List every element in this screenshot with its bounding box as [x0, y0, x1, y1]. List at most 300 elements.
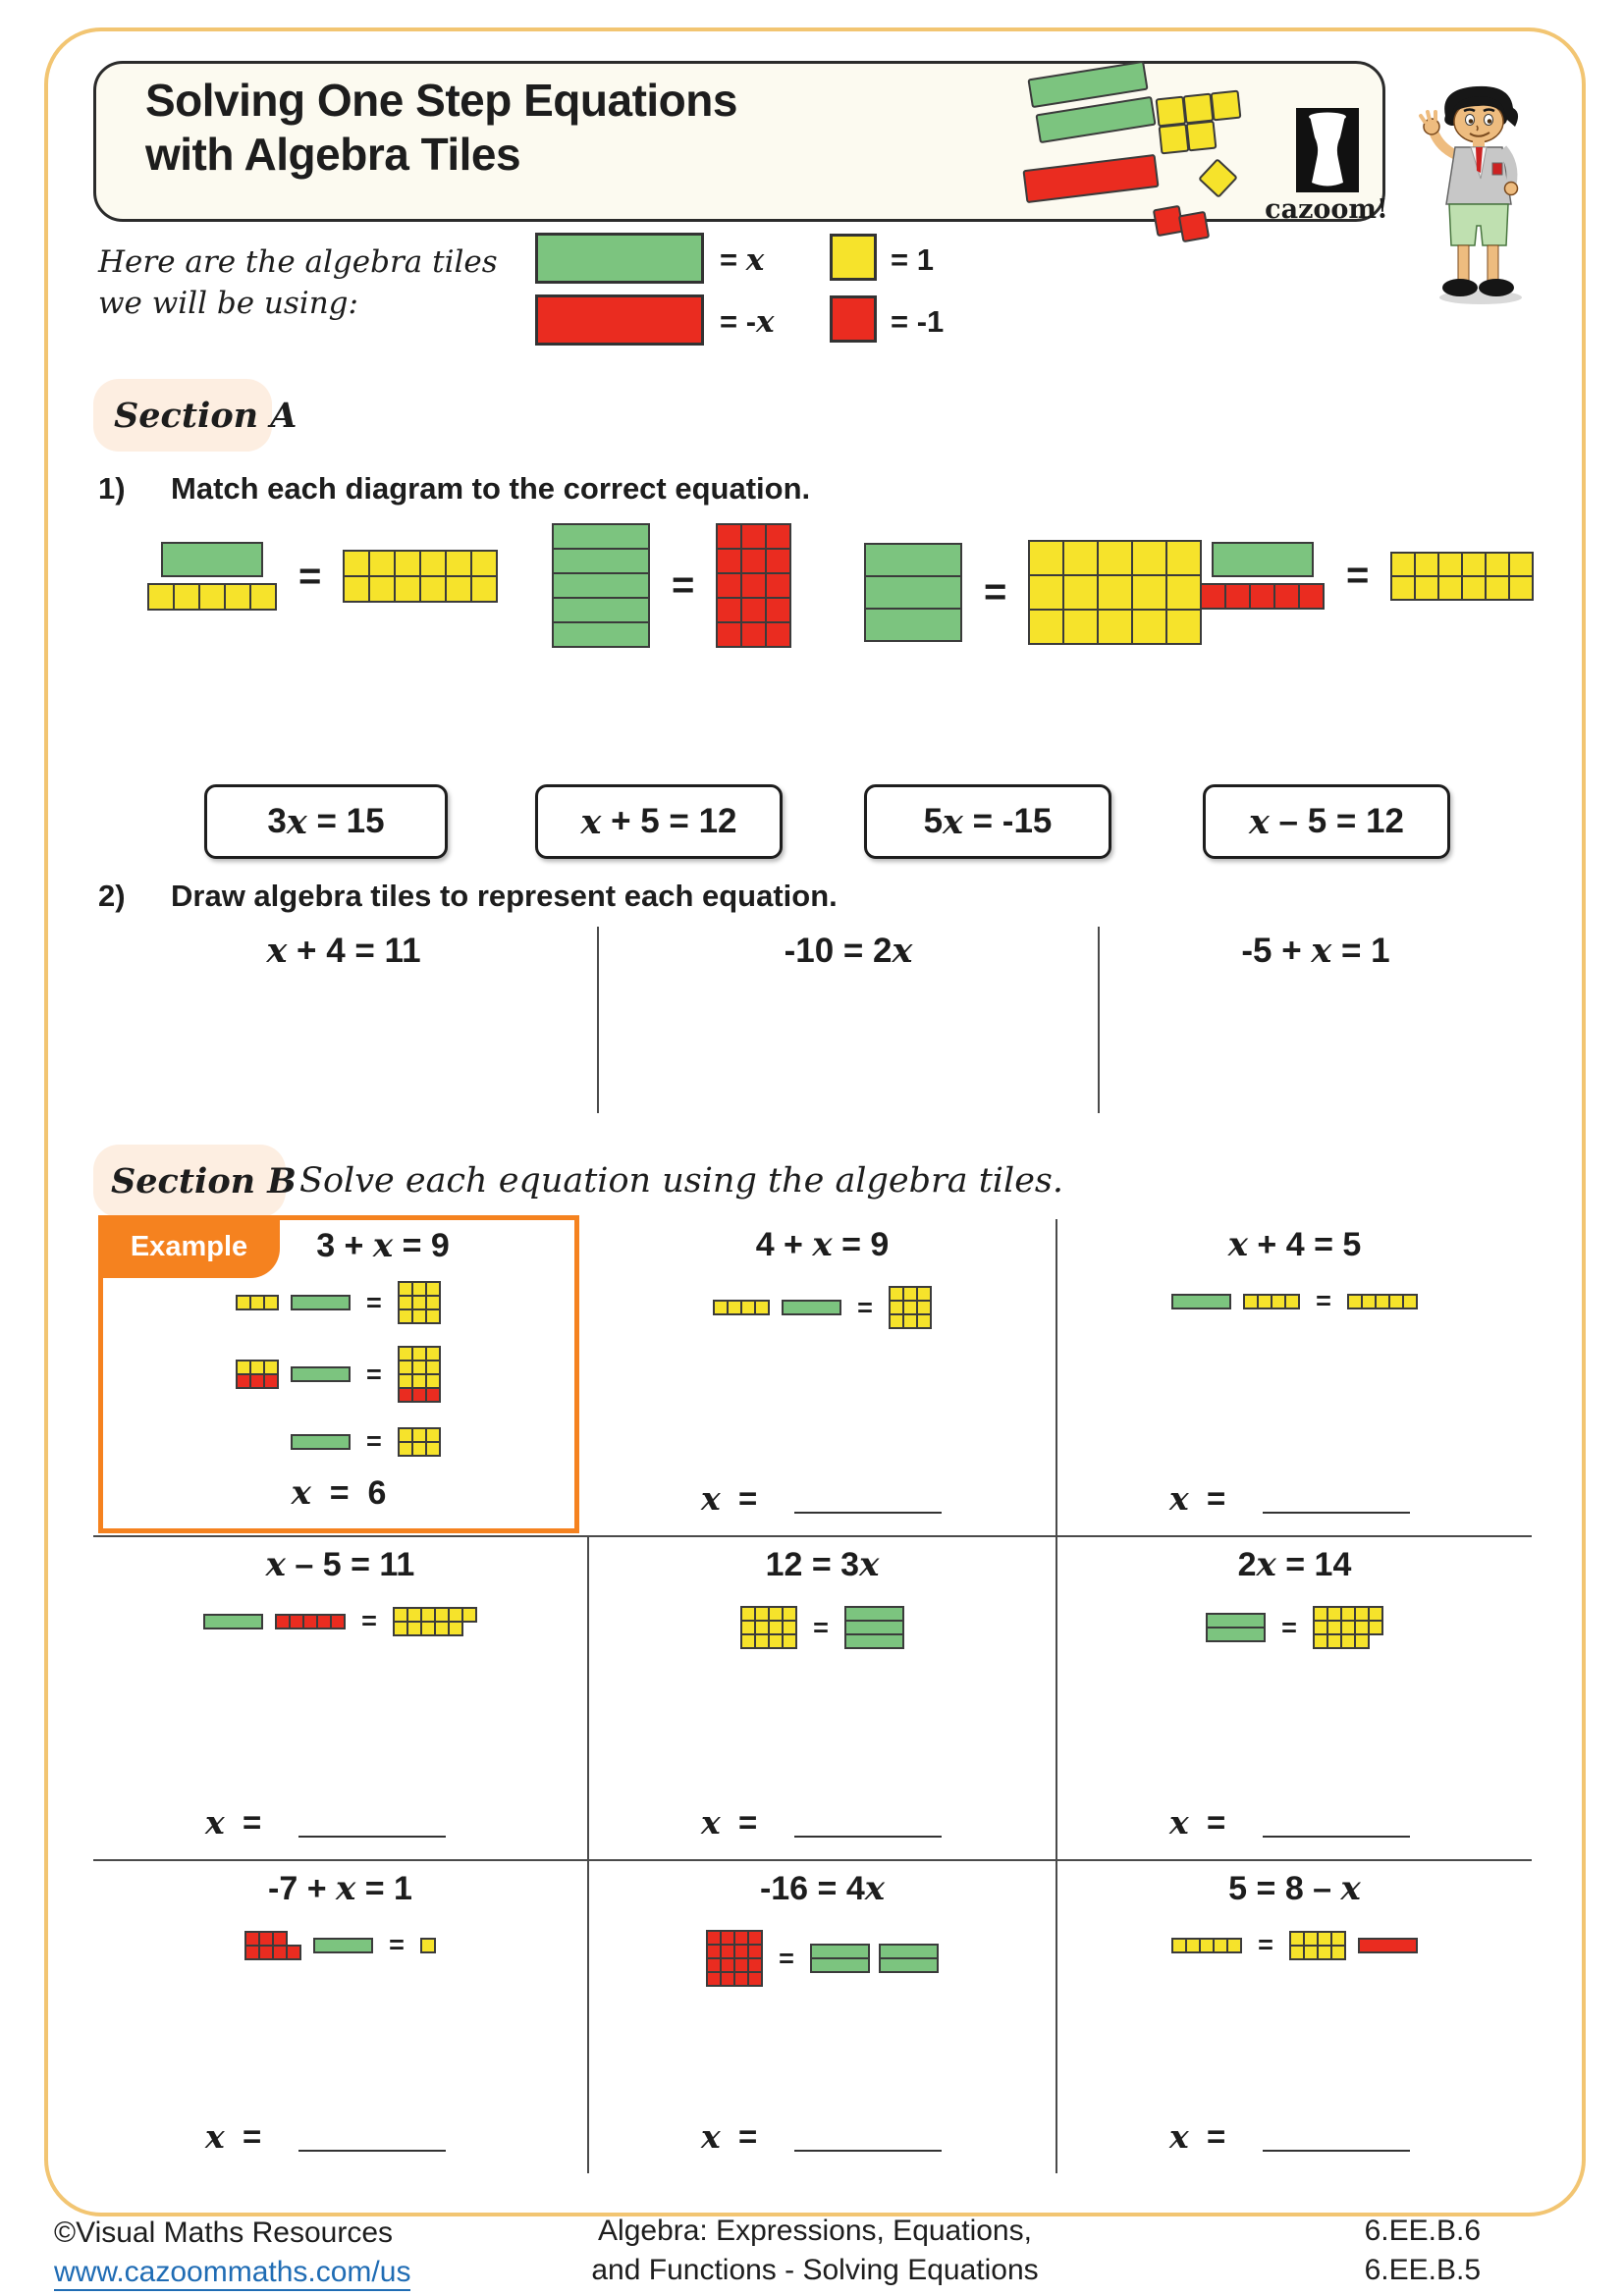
algebra-tile-unit-y: [1131, 574, 1167, 611]
algebra-tile-unit-y: [1508, 552, 1534, 577]
algebra-tile-unit-y: [419, 575, 447, 603]
math-variable-x: x: [1340, 1869, 1361, 1908]
answer-label: x =: [1169, 1479, 1226, 1518]
algebra-tile-bar-g: [161, 542, 263, 577]
answer-blank-line: [298, 1836, 446, 1838]
algebra-tile-unit-r: [765, 523, 791, 550]
math-variable-x: x: [265, 1545, 286, 1584]
algebra-tile-unit-r: [740, 572, 767, 599]
math-variable-x: x: [1256, 1545, 1276, 1584]
match-diagram-3: [864, 540, 1202, 645]
algebra-tile-unit-y: [445, 550, 472, 577]
mascot-boy-illustration: [1412, 80, 1549, 311]
equals-sign: =: [1346, 554, 1370, 597]
answer-row: [701, 1479, 942, 1518]
algebra-tile-unit-y: [1508, 575, 1534, 601]
algebra-tile-unit-y: [1390, 575, 1416, 601]
math-variable-x: x: [864, 1869, 886, 1908]
algebra-tile-bar-g: [291, 1295, 351, 1310]
grid-row-divider: [93, 1859, 1532, 1861]
math-variable-x: x: [1311, 931, 1332, 971]
math-variable-x: x: [756, 304, 775, 340]
math-variable-x: x: [291, 1473, 311, 1513]
tile-equation-side: [713, 1300, 841, 1315]
example-step-2: [221, 1346, 441, 1403]
algebra-tile-grid: [244, 1931, 301, 1960]
tile-diagram: [1059, 1606, 1530, 1649]
answer-label: x =: [1169, 2117, 1226, 2156]
problem-cell: [1059, 1219, 1530, 1531]
footer-copyright: ©Visual Maths Resources: [54, 2216, 394, 2249]
algebra-tile-unit-y: [425, 1308, 441, 1324]
equals-sign: =: [361, 1606, 377, 1635]
math-variable-x: x: [1169, 1479, 1189, 1518]
math-variable-x: x: [266, 931, 288, 971]
equals-sign: =: [1316, 1286, 1331, 1315]
equals-sign: =: [366, 1426, 382, 1456]
answer-row: [1169, 1479, 1410, 1518]
algebra-tile-grid: [1243, 1294, 1300, 1309]
match-diagram-4: [1200, 542, 1534, 610]
answer-blank-line: [298, 2150, 446, 2152]
grid-column-divider: [1056, 1219, 1057, 2173]
algebra-tile-unit-y: [394, 550, 421, 577]
tile-diagram: [591, 1286, 1054, 1329]
tile-equation-side: [1206, 1613, 1266, 1642]
tile-equation-side: [844, 1606, 904, 1649]
answer-row: [1169, 2117, 1410, 2156]
math-variable-x: x: [372, 1226, 394, 1265]
algebra-tile-bar-g: [203, 1614, 263, 1629]
tile-equation-side: [810, 1944, 939, 1973]
deco-yellow-square-icon: [1186, 121, 1218, 152]
answer-blank-line: [794, 1512, 942, 1514]
algebra-tile-unit-y: [224, 583, 251, 611]
tile-equation-side: [398, 1346, 441, 1403]
algebra-tile-unit-y: [419, 550, 447, 577]
algebra-tile-unit-y: [343, 575, 370, 603]
math-variable-x: x: [943, 801, 963, 842]
tile-equation-side: [716, 523, 791, 648]
algebra-tile-unit-r: [286, 1945, 301, 1960]
algebra-tile-unit-y: [1165, 574, 1202, 611]
algebra-tile-unit-y: [368, 550, 396, 577]
algebra-tile-unit-y: [1028, 574, 1064, 611]
algebra-tile-unit-r: [263, 1373, 279, 1389]
algebra-tile-grid: [393, 1607, 477, 1636]
tile-equation-side: [706, 1930, 763, 1987]
algebra-tile-unit-y: [1330, 1945, 1346, 1960]
algebra-tile-unit-y: [1165, 540, 1202, 576]
cazoom-logo-text: cazoom!: [1265, 194, 1388, 225]
legend-intro-line-1: Here are the algebra tiles: [98, 244, 498, 280]
question-1-prompt: Match each diagram to the correct equation.: [171, 471, 811, 506]
example-answer: x = 6: [291, 1473, 387, 1513]
problem-equation: 2x = 14: [1237, 1545, 1352, 1584]
algebra-tile-grid: [147, 583, 277, 611]
algebra-tile-grid: [1028, 540, 1202, 645]
algebra-tile-grid: [1347, 1294, 1418, 1309]
algebra-tile-unit-y: [1131, 540, 1167, 576]
algebra-tile-bar-g: [1206, 1627, 1266, 1642]
algebra-tile-unit-y: [1414, 575, 1439, 601]
draw-equation-1: x + 4 = 11: [266, 931, 421, 971]
equals-sign: =: [366, 1359, 382, 1389]
math-variable-x: x: [1227, 1225, 1248, 1264]
algebra-tile-unit-r: [425, 1387, 441, 1403]
tile-equation-side: [221, 1360, 351, 1389]
algebra-tile-grid: [236, 1295, 279, 1310]
algebra-tile-unit-y: [1390, 552, 1416, 577]
legend-red-square-tile: [830, 295, 877, 343]
cazoom-drum-icon: [1296, 108, 1359, 192]
deco-yellow-square-icon: [1183, 93, 1215, 125]
footer-standard-2: 6.EE.B.5: [1364, 2254, 1481, 2286]
algebra-tile-unit-r: [716, 548, 742, 574]
algebra-tile-grid: [740, 1606, 797, 1649]
algebra-tile-bar-g: [313, 1938, 373, 1953]
equals-sign: =: [813, 1612, 829, 1642]
answer-blank-line: [794, 1836, 942, 1838]
math-variable-x: x: [701, 1803, 721, 1842]
equals-sign: =: [298, 554, 322, 598]
algebra-tile-unit-r: [740, 597, 767, 623]
tile-diagram: [1059, 1286, 1530, 1316]
example-step-1: [221, 1281, 441, 1324]
tile-equation-side: [740, 1606, 797, 1649]
algebra-tile-unit-r: [716, 523, 742, 550]
algebra-tile-unit-y: [754, 1300, 770, 1315]
algebra-tile-bar-g: [864, 608, 962, 642]
answer-row: [701, 2117, 942, 2156]
algebra-tile-unit-y: [263, 1295, 279, 1310]
answer-label: x =: [701, 2117, 758, 2156]
tile-equation-side: [343, 550, 498, 603]
draw-equation-2: -10 = 2x: [784, 931, 913, 971]
math-variable-x: x: [205, 1803, 225, 1842]
deco-red-bar-icon: [1022, 154, 1159, 203]
algebra-tile-unit-r: [1224, 583, 1251, 610]
algebra-tile-bar-g: [552, 621, 650, 648]
algebra-tile-unit-r: [716, 621, 742, 648]
algebra-tile-grid: [1390, 552, 1534, 601]
equation-card: 5 x = -15: [864, 784, 1111, 859]
algebra-tile-unit-y: [1062, 574, 1099, 611]
algebra-tile-bar-r: [1358, 1938, 1418, 1953]
algebra-tile-bar-stack: [810, 1944, 939, 1973]
deco-red-square-icon: [1178, 211, 1210, 242]
tile-equation-side: [1028, 540, 1202, 645]
question-2-prompt: Draw algebra tiles to represent each equation.: [171, 879, 838, 913]
algebra-tile-bar-stack: [844, 1606, 904, 1649]
tile-equation-side: [221, 1295, 351, 1310]
problem-cell: [591, 1539, 1054, 1855]
algebra-tile-unit-y: [448, 1621, 463, 1636]
problem-equation: -7 + x = 1: [268, 1869, 412, 1908]
algebra-tile-unit-y: [420, 1938, 436, 1953]
algebra-tile-unit-y: [1284, 1294, 1300, 1309]
algebra-tile-unit-r: [765, 621, 791, 648]
draw-equation-3: -5 + x = 1: [1241, 931, 1390, 971]
equals-sign: =: [984, 570, 1007, 614]
algebra-tile-unit-r: [747, 1971, 763, 1987]
problem-equation: 4 + x = 9: [755, 1225, 890, 1264]
problem-equation: 12 = 3x: [765, 1545, 880, 1584]
algebra-tile-unit-y: [147, 583, 175, 611]
algebra-tile-unit-y: [1062, 540, 1099, 576]
tile-diagram: [591, 1930, 1054, 1987]
answer-label: x =: [701, 1479, 758, 1518]
title-line-1: Solving One Step Equations: [145, 75, 737, 126]
problem-equation: 5 = 8 – x: [1228, 1869, 1361, 1908]
question-2-number: 2): [98, 879, 126, 913]
algebra-tile-grid: [236, 1360, 279, 1389]
legend-green-bar-label: = x: [720, 242, 765, 278]
algebra-tile-unit-r: [1273, 583, 1300, 610]
deco-yellow-square-icon: [1211, 90, 1242, 122]
tile-equation-side: [221, 1434, 351, 1450]
tile-equation-side: [1171, 1294, 1300, 1309]
algebra-tile-unit-y: [368, 575, 396, 603]
algebra-tile-bar-g: [552, 572, 650, 599]
title-box: [93, 61, 1388, 225]
tile-diagram: [95, 1606, 585, 1636]
problem-equation: -16 = 4x: [759, 1869, 886, 1908]
algebra-tile-unit-y: [1131, 609, 1167, 645]
answer-label: x =: [1169, 1803, 1226, 1842]
answer-label: x =: [205, 1803, 262, 1842]
footer-link-wrap: [54, 2256, 410, 2289]
problem-cell: [591, 1863, 1054, 2169]
tile-equation-side: [889, 1286, 932, 1329]
legend-yellow-square-label: = 1: [891, 242, 934, 277]
algebra-tile-unit-y: [1097, 540, 1133, 576]
math-variable-x: x: [1248, 801, 1270, 842]
answer-blank-line: [1263, 1512, 1410, 1514]
algebra-tile-unit-y: [1485, 552, 1510, 577]
algebra-tile-bar-stack: [1206, 1613, 1266, 1642]
answer-row: [1169, 1803, 1410, 1842]
section-a-label: Section A: [114, 396, 298, 436]
algebra-tile-grid: [398, 1281, 441, 1324]
footer-subject-line-2: and Functions - Solving Equations: [591, 2254, 1039, 2286]
algebra-tile-grid: [1171, 1938, 1242, 1953]
answer-row: [205, 2117, 446, 2156]
algebra-tile-unit-y: [343, 550, 370, 577]
algebra-tile-grid: [420, 1938, 436, 1953]
algebra-tile-unit-y: [1414, 552, 1439, 577]
algebra-tile-bar-g: [1212, 542, 1314, 577]
tile-diagram: [591, 1606, 1054, 1649]
algebra-tile-unit-y: [1485, 575, 1510, 601]
equals-sign: =: [857, 1292, 873, 1322]
match-diagram-2: [552, 523, 791, 648]
match-diagram-1: [147, 542, 498, 611]
title-line-2: with Algebra Tiles: [145, 129, 521, 180]
equals-sign: =: [672, 563, 695, 607]
algebra-tile-unit-r: [1200, 583, 1226, 610]
math-variable-x: x: [812, 1225, 833, 1264]
algebra-tile-bar-g: [552, 597, 650, 623]
answer-blank-line: [1263, 2150, 1410, 2152]
algebra-tile-unit-y: [916, 1313, 932, 1329]
legend-red-square-label: = -1: [891, 304, 945, 339]
tile-equation-side: [1390, 552, 1534, 601]
equals-sign: =: [1258, 1930, 1273, 1959]
problem-equation: x + 4 = 5: [1227, 1225, 1362, 1264]
section-b-label: Section B: [111, 1161, 297, 1201]
algebra-tile-unit-y: [1461, 552, 1487, 577]
algebra-tile-unit-r: [765, 597, 791, 623]
algebra-tile-bar-g: [864, 543, 962, 577]
answer-label: x =: [701, 1803, 758, 1842]
tile-equation-side: [1347, 1294, 1418, 1309]
problem-cell: [591, 1219, 1054, 1531]
algebra-tile-grid: [889, 1286, 932, 1329]
algebra-tile-bar-g: [782, 1300, 841, 1315]
answer-blank-line: [794, 2150, 942, 2152]
algebra-tile-bar-g: [844, 1633, 904, 1649]
math-variable-x: x: [701, 2117, 721, 2156]
footer-subject-line-1: Algebra: Expressions, Equations,: [598, 2215, 1032, 2247]
algebra-tile-unit-y: [1097, 609, 1133, 645]
math-variable-x: x: [1169, 2117, 1189, 2156]
grid-column-divider: [587, 1535, 589, 2173]
tile-equation-side: [203, 1614, 346, 1629]
algebra-tile-unit-r: [1249, 583, 1275, 610]
deco-yellow-square-icon: [1156, 96, 1187, 128]
section-b-prompt: Solve each equation using the algebra tiles.: [299, 1161, 1063, 1201]
algebra-tile-unit-y: [470, 575, 498, 603]
algebra-tile-unit-y: [445, 575, 472, 603]
algebra-tile-unit-y: [198, 583, 226, 611]
algebra-tile-unit-y: [1097, 574, 1133, 611]
math-variable-x: x: [701, 1479, 721, 1518]
example-equation: 3 + x = 9: [316, 1226, 450, 1265]
question-1-number: 1): [98, 471, 126, 506]
algebra-tile-unit-r: [330, 1614, 346, 1629]
algebra-tile-grid: [398, 1427, 441, 1457]
legend-yellow-square-tile: [830, 234, 877, 281]
algebra-tile-unit-y: [1226, 1938, 1242, 1953]
algebra-tile-unit-r: [716, 572, 742, 599]
deco-yellow-diamond-icon: [1198, 158, 1238, 198]
problem-cell: [95, 1863, 585, 2169]
algebra-tile-unit-y: [1461, 575, 1487, 601]
algebra-tile-bar-g: [552, 548, 650, 574]
tile-equation-side: [1289, 1931, 1418, 1960]
algebra-tile-bar-g: [291, 1434, 351, 1450]
algebra-tile-unit-r: [765, 548, 791, 574]
algebra-tile-unit-r: [765, 572, 791, 599]
algebra-tile-unit-r: [1298, 583, 1325, 610]
math-variable-x: x: [892, 931, 913, 971]
footer-website-link[interactable]: www.cazoommaths.com/us: [54, 2256, 410, 2291]
q2-column-divider: [1098, 927, 1100, 1113]
problem-cell: [95, 1539, 585, 1855]
math-variable-x: x: [745, 242, 765, 278]
q2-column-divider: [597, 927, 599, 1113]
legend-intro-text: [98, 241, 498, 324]
math-variable-x: x: [205, 2117, 225, 2156]
algebra-tile-grid: [398, 1346, 441, 1403]
algebra-tile-unit-y: [1028, 540, 1064, 576]
tile-equation-side: [398, 1281, 441, 1324]
algebra-tile-unit-y: [394, 575, 421, 603]
algebra-tile-unit-y: [1437, 575, 1463, 601]
algebra-tile-unit-r: [740, 548, 767, 574]
algebra-tile-grid: [1200, 583, 1325, 610]
equals-sign: =: [779, 1943, 794, 1973]
algebra-tile-grid: [713, 1300, 770, 1315]
deco-yellow-square-icon: [1159, 124, 1190, 155]
tile-equation-side: [398, 1427, 441, 1457]
tile-equation-side: [244, 1931, 373, 1960]
tile-equation-side: [420, 1938, 436, 1953]
algebra-tile-unit-y: [1062, 609, 1099, 645]
algebra-tile-grid: [716, 523, 791, 648]
math-variable-x: x: [859, 1545, 880, 1584]
algebra-tile-grid: [343, 550, 498, 603]
footer-standard-1: 6.EE.B.6: [1364, 2215, 1481, 2247]
answer-row: [701, 1803, 942, 1842]
equals-sign: =: [1281, 1612, 1297, 1642]
tile-equation-side: [1313, 1606, 1383, 1649]
algebra-tile-unit-y: [1165, 609, 1202, 645]
algebra-tile-grid: [275, 1614, 346, 1629]
math-variable-x: x: [286, 801, 307, 842]
algebra-tile-unit-y: [425, 1441, 441, 1457]
algebra-tile-unit-y: [1354, 1633, 1370, 1649]
algebra-tile-unit-y: [249, 583, 277, 611]
algebra-tile-unit-r: [740, 621, 767, 648]
legend-green-bar-tile: [535, 233, 704, 284]
tile-equation-side: [1171, 1938, 1242, 1953]
algebra-tile-grid: [706, 1930, 763, 1987]
tile-equation-side: [864, 543, 962, 642]
algebra-tile-bar-stack: [864, 543, 962, 642]
page-title: [145, 74, 737, 182]
answer-blank-line: [1263, 1836, 1410, 1838]
math-variable-x: x: [1169, 1803, 1189, 1842]
tile-equation-side: [393, 1607, 477, 1636]
answer-row: [205, 1803, 446, 1842]
problem-equation: x – 5 = 11: [265, 1545, 415, 1584]
algebra-tile-unit-y: [1437, 552, 1463, 577]
algebra-tile-unit-y: [782, 1633, 797, 1649]
example-tab: Example: [98, 1215, 280, 1278]
legend-intro-line-2: we will be using:: [98, 286, 358, 321]
grid-row-divider: [93, 1535, 1532, 1537]
equals-sign: =: [389, 1930, 405, 1959]
algebra-tile-bar-g: [552, 523, 650, 550]
math-variable-x: x: [580, 801, 602, 842]
equation-card: 3 x = 15: [204, 784, 448, 859]
algebra-tile-unit-y: [1028, 609, 1064, 645]
algebra-tile-bar-g: [1171, 1294, 1231, 1309]
equals-sign: =: [366, 1287, 382, 1317]
algebra-tile-grid: [1289, 1931, 1346, 1960]
equation-card: x – 5 = 12: [1203, 784, 1450, 859]
problem-cell: [1059, 1539, 1530, 1855]
answer-label: x =: [205, 2117, 262, 2156]
algebra-tile-unit-r: [740, 523, 767, 550]
algebra-tile-unit-r: [716, 597, 742, 623]
algebra-tile-grid: [1313, 1606, 1383, 1649]
algebra-tile-unit-y: [1402, 1294, 1418, 1309]
tile-equation-side: [552, 523, 650, 648]
example-step-3: [221, 1426, 441, 1457]
